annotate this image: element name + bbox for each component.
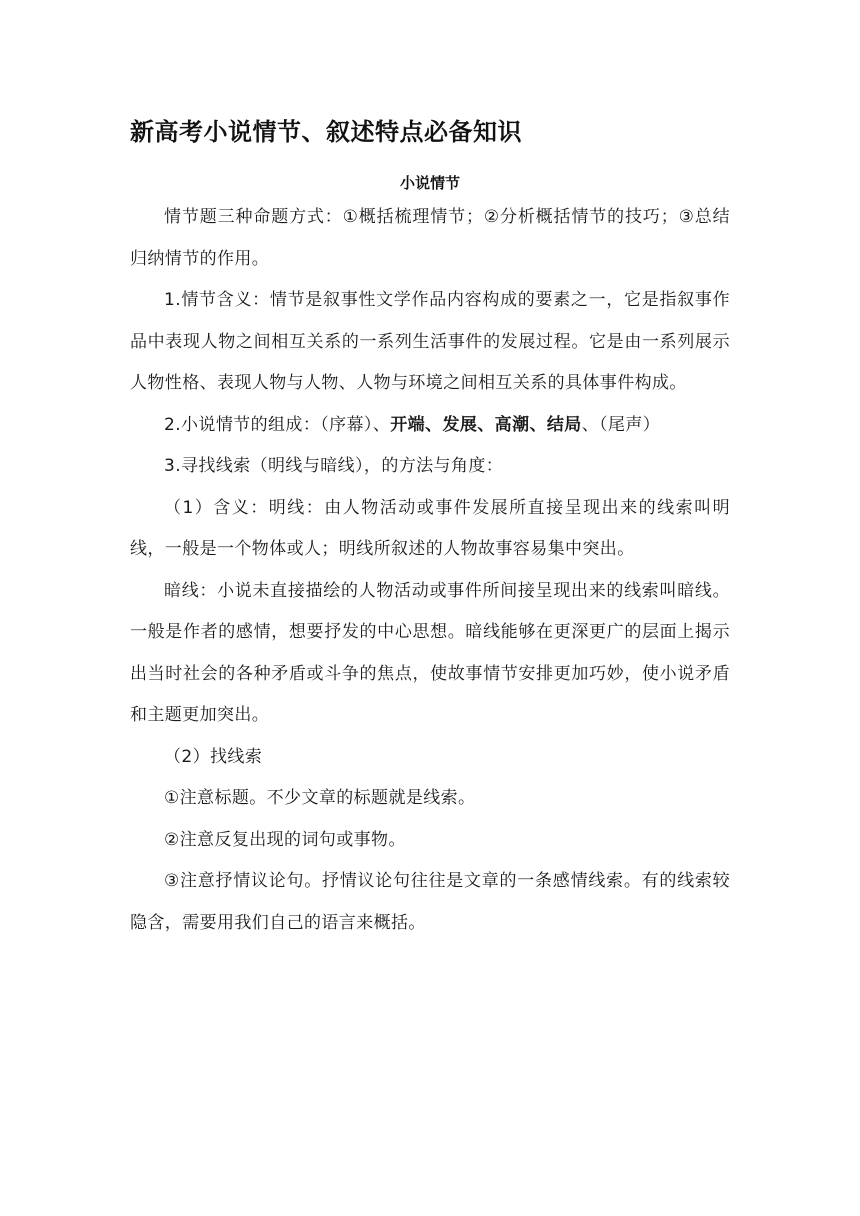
paragraph-question-types: 情节题三种命题方式：①概括梳理情节；②分析概括情节的技巧；③总结归纳情节的作用。 [130, 207, 730, 269]
composition-ending: 结局 [546, 414, 582, 435]
composition-development: 发展 [442, 414, 478, 435]
composition-opening: 开端 [390, 414, 426, 435]
composition-climax: 高潮 [494, 414, 530, 435]
paragraph-implicit-clue: 暗线：小说未直接描绘的人物活动或事件所间接呈现出来的线索叫暗线。一般是作者的感情，想要抒发的中心思想。暗线能够在更深更广的层面上揭示出当时社会的各种矛盾或斗争的焦点，使故事情节安排更加巧妙，使小说矛盾和主题更加突出。 [130, 580, 730, 725]
section-title: 小说情节 [399, 174, 460, 192]
paragraph-clue-heading: 3.寻找线索（明线与暗线），的方法与角度： [164, 456, 504, 476]
composition-lead: 2.小说情节的组成：（序幕）、 [164, 414, 391, 435]
paragraph-explicit-clue: （1）含义：明线：由人物活动或事件发展所直接呈现出来的线索叫明线，一般是一个物体或人；明线所叙述的人物故事容易集中突出。 [130, 497, 730, 559]
composition-separator: 、 [529, 414, 547, 435]
document-title: 新高考小说情节、叙述特点必备知识 [130, 118, 522, 146]
paragraph-tip-repetition: ②注意反复出现的词句或事物。 [164, 829, 406, 850]
composition-separator: 、 [425, 414, 443, 435]
composition-tail: 、（尾声） [581, 414, 661, 435]
paragraph-tip-lyrical: ③注意抒情议论句。抒情议论句往往是文章的一条感情线索。有的线索较隐含，需要用我们自己的语言来概括。 [130, 871, 730, 933]
document-body [130, 197, 730, 944]
paragraph-plot-definition: 1.情节含义：情节是叙事性文学作品内容构成的要素之一，它是指叙事作品中表现人物之间相互关系的一系列生活事件的发展过程。它是由一系列展示人物性格、表现人物与人物、人物与环境之间相互关系的具体事件构成。 [130, 290, 730, 393]
paragraph-plot-composition [130, 405, 730, 447]
composition-separator: 、 [477, 414, 495, 435]
paragraph-find-clue-heading: （2）找线索 [164, 746, 263, 767]
paragraph-tip-title: ①注意标题。不少文章的标题就是线索。 [164, 788, 476, 808]
